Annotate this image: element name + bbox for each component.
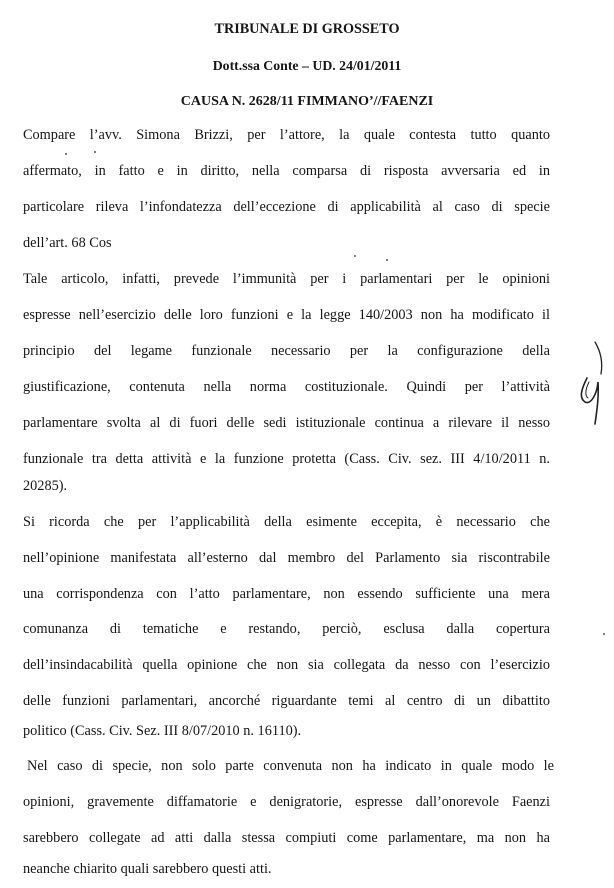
text-line: neanche chiarito quali sarebbero questi atti. <box>23 861 272 877</box>
scan-speck <box>603 633 605 635</box>
text-line: dell’insindacabilità quella opinione che non sia collegata da nesso con l’esercizio <box>23 657 550 673</box>
text-line: sarebbero collegate ad atti dalla stessa compiuti come parlamentare, ma non ha <box>23 830 550 846</box>
text-line: Tale articolo, infatti, prevede l’immunità per i parlamentari per le opinioni <box>23 271 550 287</box>
text-line: comunanza di tematiche e restando, perciò, esclusa dalla copertura <box>23 621 550 637</box>
scan-speck <box>94 151 96 153</box>
text-line: parlamentare svolta al di fuori delle sedi istituzionale continua a rilevare il nesso <box>23 415 550 431</box>
text-line: nell’opinione manifestata all’esterno dal membro del Parlamento sia riscontrabile <box>23 550 550 566</box>
text-line: opinioni, gravemente diffamatorie e denigratorie, espresse dall’onorevole Faenzi <box>23 794 550 810</box>
text-line: politico (Cass. Civ. Sez. III 8/07/2010 n. 16110). <box>23 723 302 739</box>
scan-speck <box>354 255 356 257</box>
text-line: 20285). <box>23 478 68 494</box>
text-line: dell’art. 68 Cos <box>23 235 112 251</box>
text-line: espresse nell’esercizio delle loro funzioni e la legge 140/2003 non ha modificato il <box>23 307 550 323</box>
case-number: CAUSA N. 2628/11 FIMMANO’//FAENZI <box>180 94 434 109</box>
scan-speck <box>65 153 67 155</box>
text-line: principio del legame funzionale necessario per la configurazione della <box>23 343 550 359</box>
scan-speck <box>386 259 388 261</box>
text-line: Nel caso di specie, non solo parte convenuta non ha indicato in quale modo le <box>27 758 554 774</box>
judge-hearing-line: Dott.ssa Conte – UD. 24/01/2011 <box>212 58 402 73</box>
text-line: affermato, in fatto e in diritto, nella comparsa di risposta avversaria ed in <box>23 163 550 179</box>
text-line: delle funzioni parlamentari, ancorché riguardante temi al centro di un dibattito <box>23 693 550 709</box>
text-line: particolare rileva l’infondatezza dell’eccezione di applicabilità al caso di specie <box>23 199 550 215</box>
text-line: una corrispondenza con l’atto parlamentare, non essendo sufficiente una mera <box>23 586 550 602</box>
text-line: Si ricorda che per l’applicabilità della esimente eccepita, è necessario che <box>23 514 550 530</box>
text-line: funzionale tra detta attività e la funzione protetta (Cass. Civ. sez. III 4/10/2011 n. <box>23 451 550 467</box>
handwritten-initial-mark <box>575 338 609 428</box>
court-name: TRIBUNALE DI GROSSETO <box>214 21 400 37</box>
text-line: Compare l’avv. Simona Brizzi, per l’attore, la quale contesta tutto quanto <box>23 127 550 143</box>
text-line: giustificazione, contenuta nella norma costituzionale. Quindi per l’attività <box>23 379 550 395</box>
